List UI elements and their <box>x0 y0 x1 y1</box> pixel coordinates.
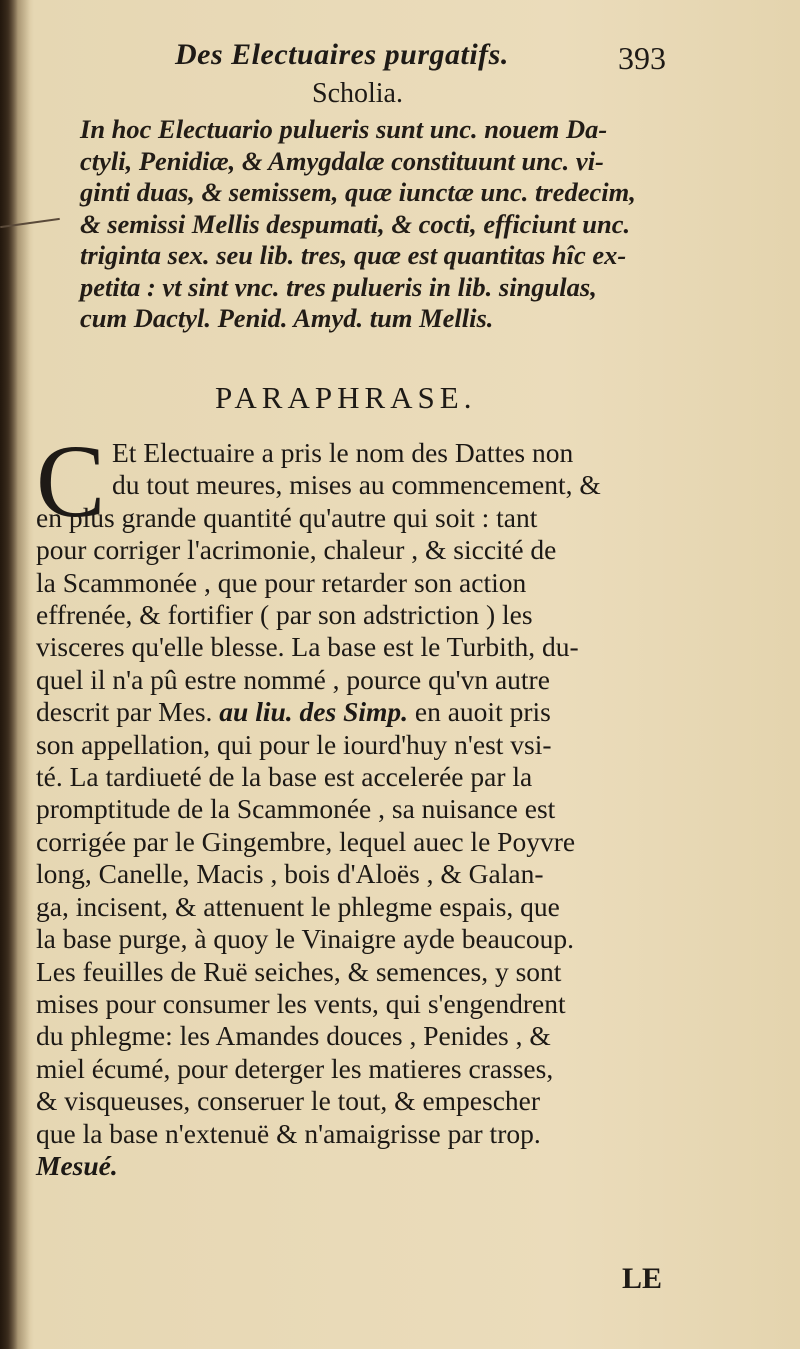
body-line: du phlegme: les Amandes douces , Penides , & <box>36 1020 551 1052</box>
body-line: son appellation, qui pour le iourd'huy n'est vsi- <box>36 728 552 760</box>
body-line-tail: en auoit pris <box>414 696 551 728</box>
paraphrase-text <box>36 437 686 1182</box>
catchword: LE <box>622 1262 663 1295</box>
page-number: 393 <box>618 40 666 76</box>
scholia-line: petita : vt sint vnc. tres pulueris in lib. singulas, <box>80 271 597 302</box>
body-line: quel il n'a pû estre nommé , pource qu'vn autre <box>36 663 550 695</box>
body-line: long, Canelle, Macis , bois d'Aloës , & Galan- <box>36 858 544 890</box>
body-line: & visqueuses, conseruer le tout, & empescher <box>36 1085 541 1117</box>
body-line: Les feuilles de Ruë seiches, & semences, y sont <box>36 955 562 987</box>
body-line: la Scammonée , que pour retarder son action <box>36 566 527 598</box>
body-line: promptitude de la Scammonée , sa nuisance est <box>36 793 556 825</box>
body-line: Et Electuaire a pris le nom des Dattes non <box>112 437 574 468</box>
body-line: té. La tardiueté de la base est accelerée par la <box>36 761 533 793</box>
scholia-line: & semissi Mellis despumati, & cocti, efficiunt unc. <box>80 208 631 239</box>
body-line: pour corriger l'acrimonie, chaleur , & siccité de <box>36 534 557 566</box>
scholia-text <box>80 114 710 335</box>
body-line: ga, incisent, & attenuent le phlegme espais, que <box>36 890 560 922</box>
body-line: effrenée, & fortifier ( par son adstriction ) les <box>36 599 533 631</box>
inline-reference: des Simp. <box>299 696 409 728</box>
body-line-with-reference <box>36 696 686 728</box>
body-line: visceres qu'elle blesse. La base est le Turbith, du- <box>36 631 579 663</box>
body-line: la base purge, à quoy le Vinaigre ayde beaucoup. <box>36 923 574 955</box>
scholia-line: In hoc Electuario pulueris sunt unc. nouem Da- <box>80 114 608 144</box>
body-line: mises pour consumer les vents, qui s'engendrent <box>36 987 566 1019</box>
body-line: en plus grande quantité qu'autre qui soit : tant <box>36 501 538 533</box>
author-signature: Mesué. <box>36 1149 118 1181</box>
scholia-line: cum Dactyl. Penid. Amyd. tum Mellis. <box>80 303 494 333</box>
paraphrase-title: PARAPHRASE. <box>215 380 477 415</box>
running-head: Des Electuaires purgatifs. <box>175 38 509 71</box>
inline-reference: au liu. <box>219 696 293 728</box>
body-line-start: descrit par Mes. <box>36 696 213 728</box>
scholia-line: ctyli, Penidiæ, & Amygdalæ constituunt unc. vi- <box>80 145 604 176</box>
drop-cap: C <box>36 424 106 539</box>
scholia-title: Scholia. <box>312 78 403 109</box>
body-line: corrigée par le Gingembre, lequel auec le Poyvre <box>36 825 576 857</box>
body-line: miel écumé, pour deterger les matieres crasses, <box>36 1052 554 1084</box>
body-line: du tout meures, mises au commencement, & <box>112 469 601 501</box>
scholia-line: ginti duas, & semissem, quæ iunctæ unc. tredecim, <box>80 177 636 207</box>
body-line: que la base n'extenuë & n'amaigrisse par trop. <box>36 1117 541 1149</box>
spine-shadow <box>0 0 30 1349</box>
scholia-line: triginta sex. seu lib. tres, quæ est quantitas hîc ex- <box>80 240 627 270</box>
